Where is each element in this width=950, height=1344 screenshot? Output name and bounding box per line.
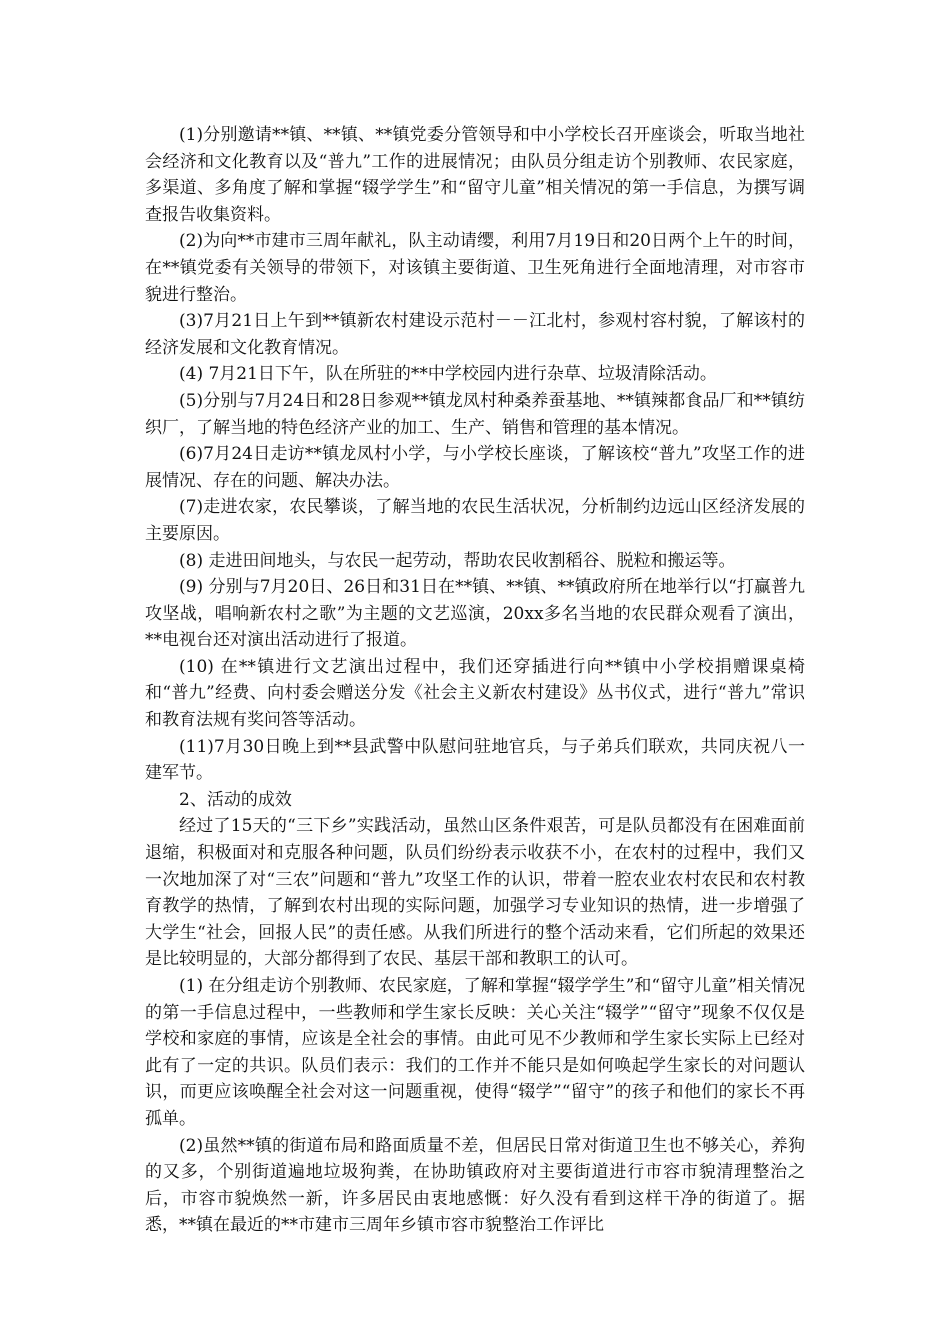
paragraph-3: (3)7月21日上午到**镇新农村建设示范村－－江北村，参观村容村貌，了解该村的经济发展和文化教育情况。: [145, 311, 805, 358]
section-heading: 2、活动的成效: [179, 789, 292, 810]
paragraph-results-1: (1) 在分组走访个别教师、农民家庭，了解和掌握“辍学学生”和“留守儿童”相关情况的第一手信息过程中，一些教师和学生家长反映：关心关注“辍学”“留守”现象不仅仅是学校和家庭的事情，应该是全社会的事情。由此可见不少教师和学生家长实际上已经对此有了一定的共识。队员们表示：我们的工作并不能只是如何唤起学生家长的对问题认识，而更应该唤醒全社会对这一问题重视，使得“辍学”“留守”的孩子和他们的家长不再孤单。: [145, 976, 805, 1129]
paragraph-10: (10) 在**镇进行文艺演出过程中，我们还穿插进行向**镇中小学校捐赠课桌椅和“普九”经费、向村委会赠送分发《社会主义新农村建设》丛书仪式，进行“普九”常识和教育法规有奖问答等活动。: [145, 656, 805, 731]
document-body: [145, 122, 805, 1239]
paragraph-5: (5)分别与7月24日和28日参观**镇龙凤村种桑养蚕基地、**镇辣都食品厂和**镇纺织厂，了解当地的特色经济产业的加工、生产、销售和管理的基本情况。: [145, 390, 805, 438]
paragraph-8: (8) 走进田间地头，与农民一起劳动，帮助农民收割稻谷、脱粒和搬运等。: [179, 550, 736, 571]
paragraph-results-2: (2)虽然**镇的街道布局和路面质量不差，但居民日常对街道卫生也不够关心，养狗的又多，个别街道遍地垃圾狗粪，在协助镇政府对主要街道进行市容市貌清理整治之后，市容市貌焕然一新，许多居民由衷地感慨：好久没有看到这样干净的街道了。据悉，**镇在最近的**市建市三周年乡镇市容市貌整治工作评比: [145, 1135, 805, 1236]
paragraph-4: (4) 7月21日下午，队在所驻的**中学校园内进行杂草、垃圾清除活动。: [179, 364, 717, 385]
paragraph-7: (7)走进农家，农民攀谈，了解当地的农民生活状况，分析制约边远山区经济发展的主要原因。: [145, 497, 805, 544]
paragraph-2: (2)为向**市建市三周年献礼，队主动请缨，利用7月19日和20日两个上午的时间，在**镇党委有关领导的带领下，对该镇主要街道、卫生死角进行全面地清理，对市容市貌进行整治。: [145, 231, 805, 305]
paragraph-1: (1)分别邀请**镇、**镇、**镇党委分管领导和中小学校长召开座谈会，听取当地社会经济和文化教育以及“普九”工作的进展情况；由队员分组走访个别教师、农民家庭，多渠道、多角度了解和掌握“辍学学生”和“留守儿童”相关情况的第一手信息，为撰写调查报告收集资料。: [145, 125, 805, 225]
paragraph-results-intro: 经过了15天的“三下乡”实践活动，虽然山区条件艰苦，可是队员都没有在困难面前退缩，积极面对和克服各种问题，队员们纷纷表示收获不小，在农村的过程中，我们又一次地加深了对“三农”问题和“普九”攻坚工作的认识，带着一腔农业农村农民和农村教育教学的热情，了解到农村出现的实际问题，加强学习专业知识的热情，进一步增强了大学生“社会，回报人民”的责任感。从我们所进行的整个活动来看，它们所起的效果还是比较明显的，大部分都得到了农民、基层干部和教职工的认可。: [145, 816, 805, 970]
paragraph-11: (11)7月30日晚上到**县武警中队慰问驻地官兵，与子弟兵们联欢，共同庆祝八一建军节。: [145, 736, 805, 784]
paragraph-6: (6)7月24日走访**镇龙凤村小学，与小学校长座谈，了解该校“普九”攻坚工作的进展情况、存在的问题、解决办法。: [145, 444, 805, 491]
paragraph-9: (9) 分别与7月20日、26日和31日在**镇、**镇、**镇政府所在地举行以“打赢普九攻坚战，唱响新农村之歌”为主题的文艺巡演，20xx多名当地的农民群众观看了演出，**电视台还对演出活动进行了报道。: [145, 577, 805, 651]
